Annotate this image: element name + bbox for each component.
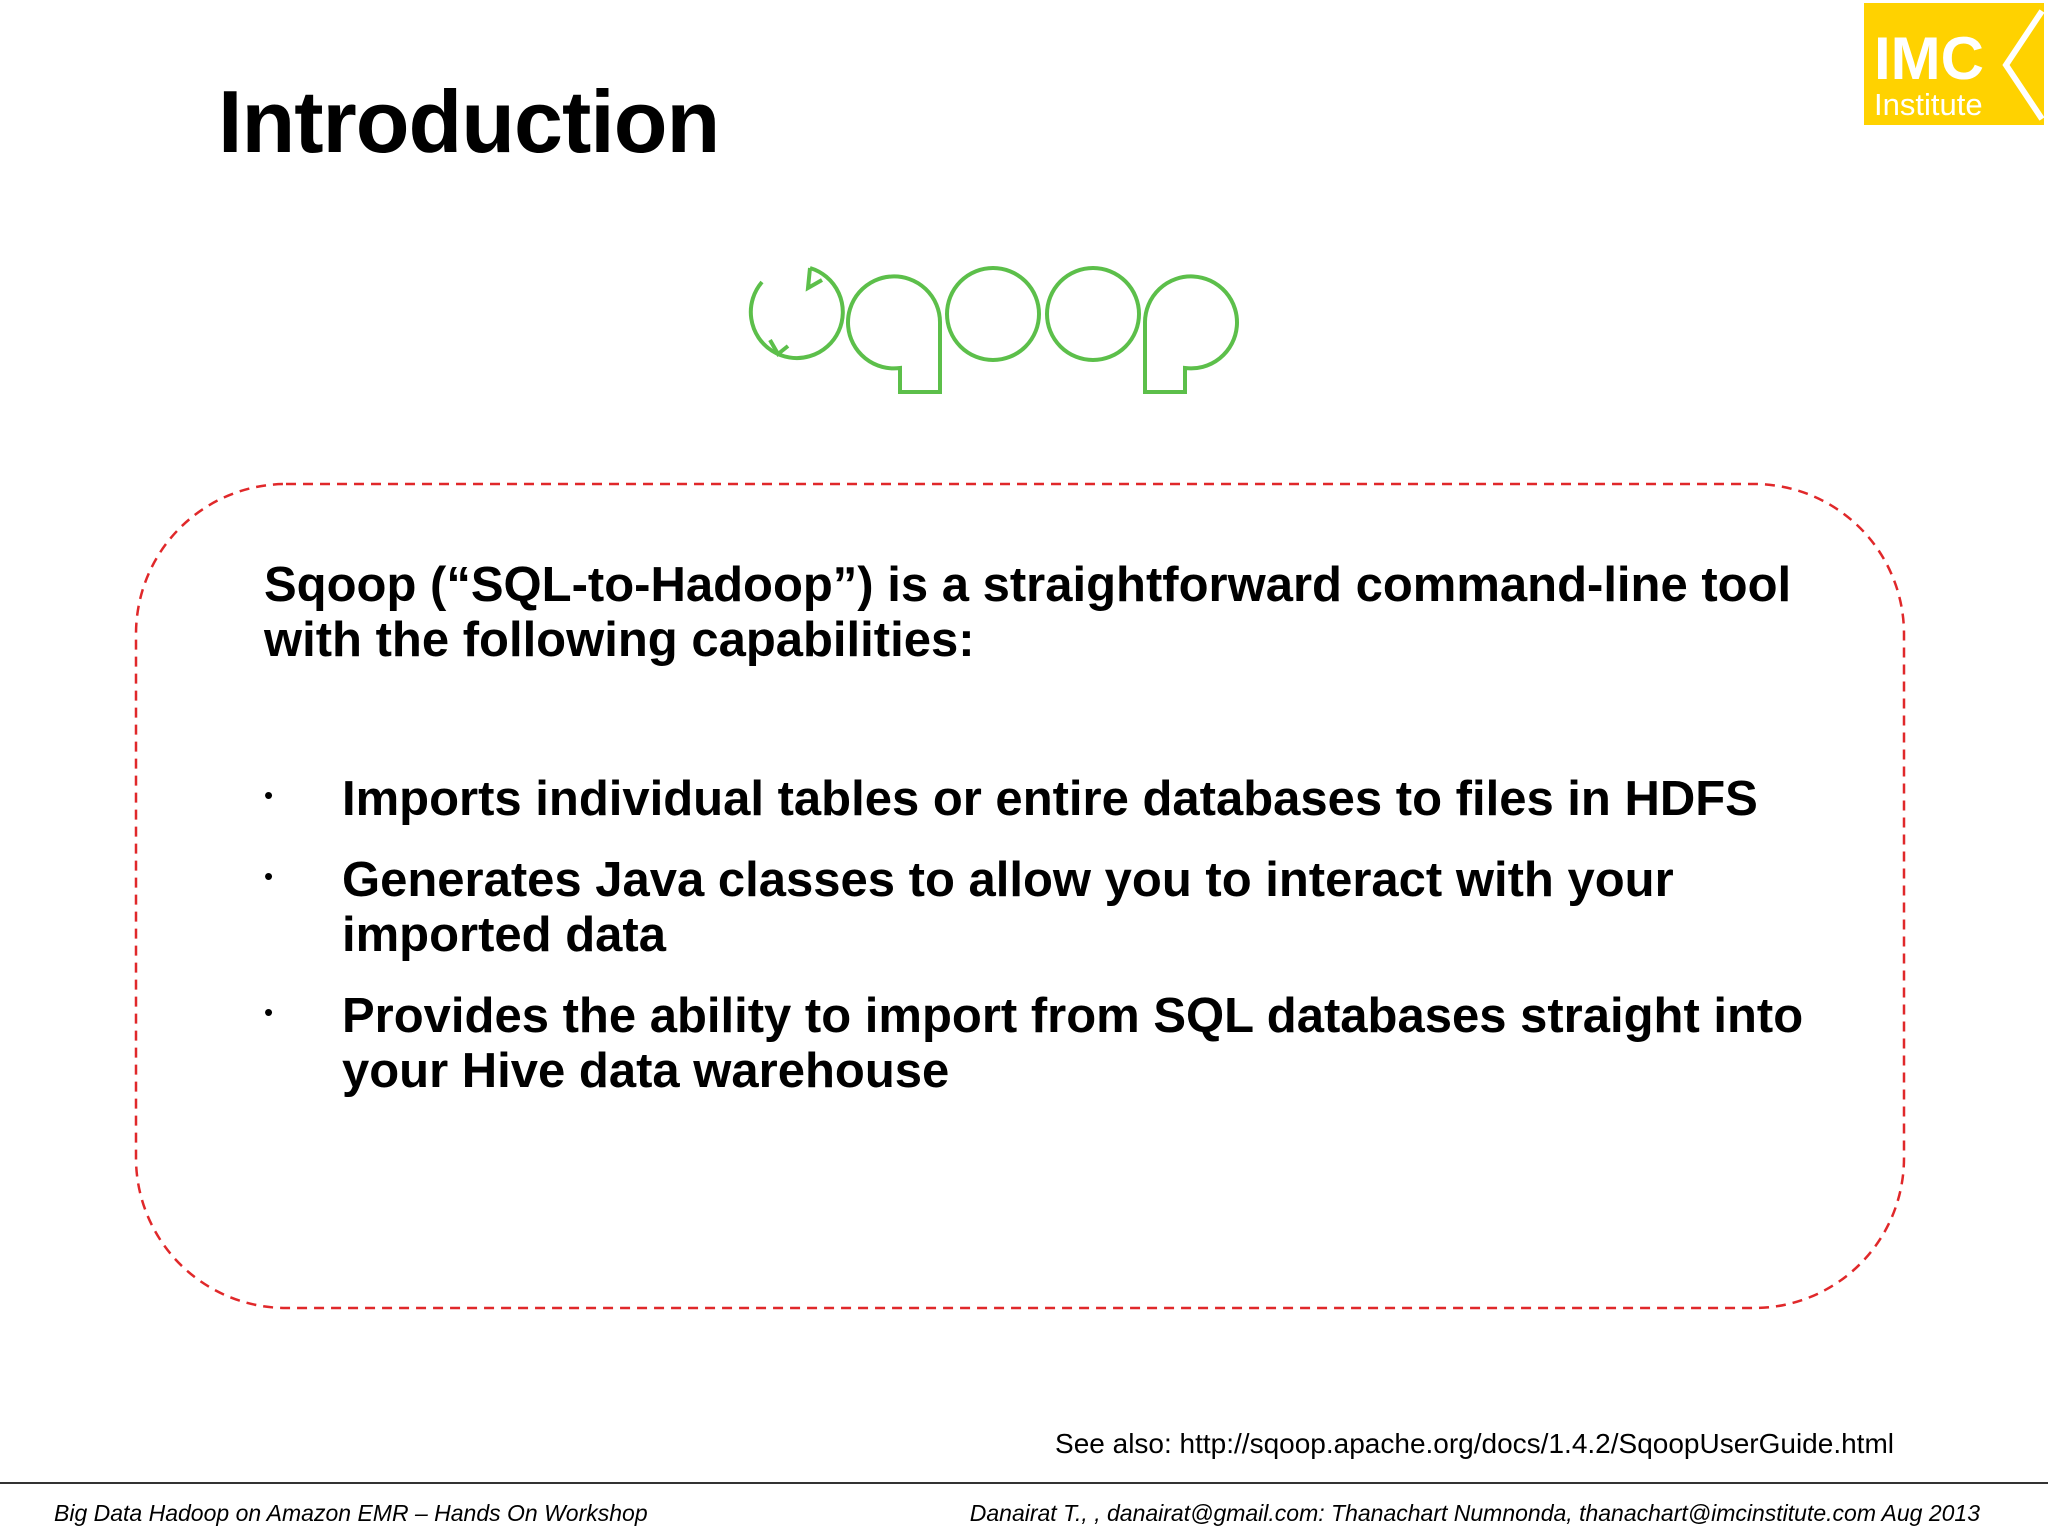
capabilities-list — [264, 772, 1824, 1125]
list-item-text: Provides the ability to import from SQL databases straight into your Hive data warehouse — [342, 989, 1804, 1098]
list-item-text: Generates Java classes to allow you to interact with your imported data — [342, 853, 1674, 962]
slide-title: Introduction — [218, 72, 720, 171]
footer-credits: Danairat T., , danairat@gmail.com: Thanachart Numnonda, thanachart@imcinstitute.com Aug 2013 — [969, 1500, 1980, 1526]
bullet-icon: • — [264, 780, 274, 810]
list-item — [264, 853, 1824, 963]
bullet-icon: • — [264, 861, 274, 891]
footer-divider — [0, 1482, 2048, 1484]
sqoop-letter-o2 — [1047, 268, 1139, 360]
list-item — [264, 989, 1824, 1099]
sqoop-letter-q — [848, 276, 940, 392]
list-item — [264, 772, 1824, 827]
imc-institute-logo — [1864, 3, 2047, 125]
sqoop-letter-p — [1145, 276, 1237, 392]
footer-workshop-title: Big Data Hadoop on Amazon EMR – Hands On Workshop — [54, 1500, 648, 1526]
sqoop-logo — [740, 262, 1250, 402]
list-item-text: Imports individual tables or entire databases to files in HDFS — [342, 772, 1758, 826]
bullet-icon: • — [264, 997, 274, 1027]
logo-line1: IMC — [1874, 25, 1984, 92]
sqoop-letter-o1 — [947, 268, 1039, 360]
intro-paragraph: Sqoop (“SQL-to-Hadoop”) is a straightforward command-line tool with the following capabilities: — [264, 558, 1792, 667]
see-also-link[interactable]: See also: http://sqoop.apache.org/docs/1.4.2/SqoopUserGuide.html — [1055, 1428, 1894, 1459]
logo-line2: Institute — [1874, 87, 1983, 122]
sqoop-letter-s — [751, 268, 843, 358]
